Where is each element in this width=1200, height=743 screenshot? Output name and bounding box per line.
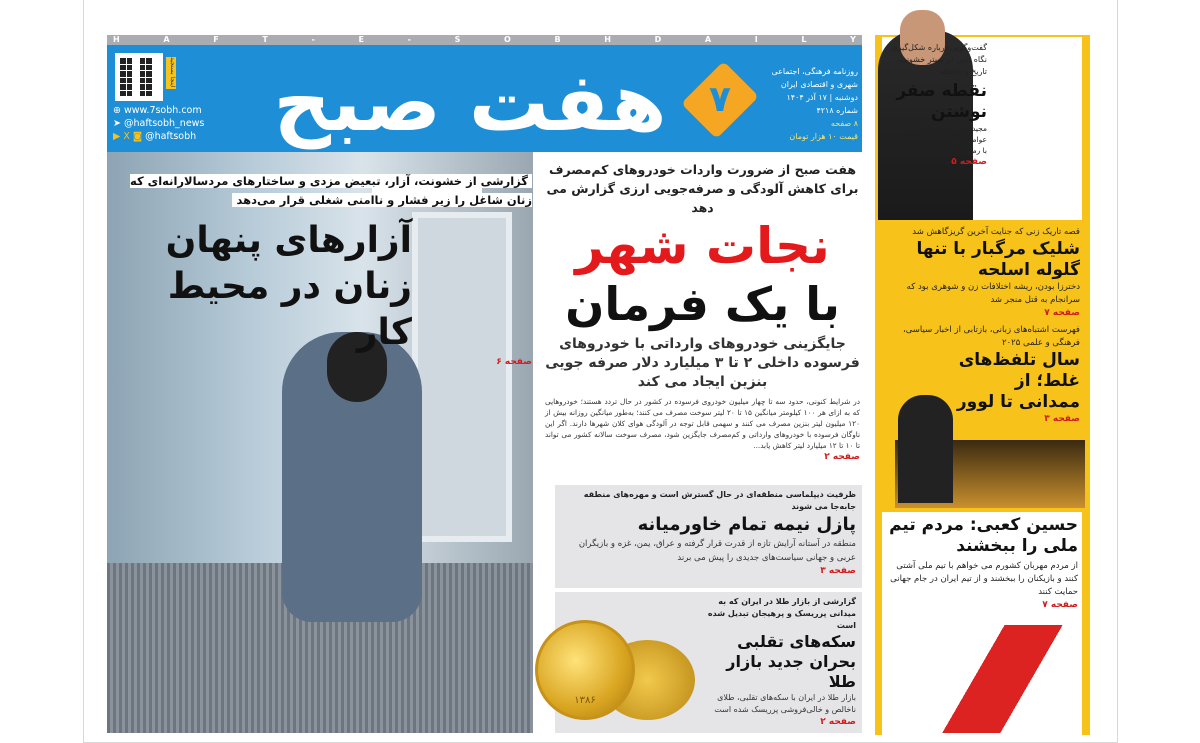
strip-letter: S xyxy=(454,35,461,44)
strip-letter: D xyxy=(654,35,662,44)
gold-kicker: گزارشی از بازار طلا در ایران که به میدانی پرریسک و پرهیجان تبدیل شده است xyxy=(707,597,856,630)
language-headline: سال تلفظ‌های غلط؛ از ممدانی تا لوور xyxy=(956,350,1080,412)
paper-type: روزنامه فرهنگی، اجتماعی xyxy=(771,67,858,76)
strip-letter: H xyxy=(113,35,120,44)
left-story-page: صفحه ۶ xyxy=(496,357,532,367)
strip-letter: B xyxy=(554,35,561,44)
puzzle-story[interactable] xyxy=(555,485,862,588)
social-handle[interactable]: @haftsobh xyxy=(145,131,197,142)
crime-headline: شلیک مرگبار با تنها گلوله اسلحه xyxy=(916,239,1080,280)
strip-letter: E xyxy=(358,35,364,44)
language-kicker: فهرست اشتباه‌های زبانی، بازتابی از اخبار سیاسی، فرهنگی و علمی ۲۰۲۵ xyxy=(902,325,1080,348)
issue-date: دوشنبه | ۱۷ آذر ۱۴۰۴ xyxy=(786,93,858,102)
main-headline-red[interactable]: نجات شهر xyxy=(575,217,830,275)
main-page: صفحه ۲ xyxy=(824,452,860,462)
coin-year: ۱۳۸۶ xyxy=(574,695,596,706)
strip-letter: F xyxy=(213,35,219,44)
paper-type-2: شهری و اقتصادی ایران xyxy=(780,80,858,89)
strip-letter: T xyxy=(262,35,268,44)
telegram-icon: ➤ xyxy=(113,118,124,129)
football-players-photo xyxy=(900,625,1070,733)
qr-tag: اینجا بسنجید xyxy=(166,57,176,89)
left-story[interactable] xyxy=(112,172,532,369)
logo-number: ۷ xyxy=(709,79,731,120)
crime-kicker: قصه تاریک زنی که جنایت آخرین گریزگاهش شد xyxy=(912,227,1080,237)
globe-icon: ⊕ xyxy=(113,105,124,116)
gold-page: صفحه ۲ xyxy=(820,717,856,727)
left-story-kicker: گزارشی از خشونت، آزار، تبعیض مزدی و ساختارهای مردسالارانه‌ای که زنان شاغل را زیر فشار و ناامنی شغلی قرار می‌دهد xyxy=(130,174,532,207)
interview-text: مجید قیصری سانسور را یکی از عوامل مهم افت ارتباط مخاطب با رمان ایرانی معرفی می کند xyxy=(888,124,987,155)
strip-letter: L xyxy=(801,35,807,44)
strip-letter: - xyxy=(311,35,315,44)
page-count: ۸ صفحه xyxy=(830,119,858,128)
right-stories xyxy=(882,42,1080,430)
main-story[interactable] xyxy=(545,160,860,464)
crime-page: صفحه ۷ xyxy=(1044,308,1080,318)
strip-letter: A xyxy=(704,35,712,44)
strip-letter: Y xyxy=(850,35,856,44)
strip-letter: I xyxy=(754,35,758,44)
main-body: در شرایط کنونی، حدود سه تا چهار میلیون خودروی فرسوده در کشور در حال تردد هستند؛ خودروهایی که به ازای هر ۱۰۰ کیلومتر میانگین ۱۵ تا ۲۰ لیتر سوخت مصرف می کنند؛ به‌طور میانگین روزانه بیش از ۱۲۰ میلیون لیتر بنزین مصرف می کنند و سهمی قابل توجه در آلودگی هوای کلان شهرها دارند. اگر این ناوگان فرسوده با خودروهای وارداتی و کم‌مصرف جایگزین شود، مصرف سوخت سالانه کشور می تواند تا ۱۰ تا ۱۲ میلیارد لیتر کاهش یابد... xyxy=(545,397,860,450)
website-link[interactable]: www.7sobh.com xyxy=(123,105,202,116)
issue-number: شماره ۴۲۱۸ xyxy=(816,106,858,115)
sport-headline: حسین کعبی: مردم تیم ملی را ببخشند xyxy=(889,515,1078,556)
left-story-headline[interactable]: آزارهای پنهان زنان در محیط کار xyxy=(165,220,412,353)
gold-headline: سکه‌های تقلبی بحران جدید بازار طلا xyxy=(726,632,856,691)
language-page: صفحه ۳ xyxy=(1044,414,1080,424)
gold-text: بازار طلا در ایران با سکه‌های تقلبی، طلای ناخالص و خالی‌فروشی پرریسک شده است xyxy=(714,693,856,714)
strip-letter: O xyxy=(503,35,511,44)
strip-letter: H xyxy=(604,35,611,44)
main-deck: جایگزینی خودروهای وارداتی با خودروهای فرسوده داخلی ۲ تا ۳ میلیارد دلار صرفه جویی بنزین ایجاد می کند xyxy=(545,336,860,390)
qr-code-icon[interactable] xyxy=(115,53,163,101)
gold-coin xyxy=(535,620,635,720)
language-story[interactable] xyxy=(882,324,1080,426)
crime-text: دخترزا بودن، ریشه اختلافات زن و شوهری بود که سرانجام به قتل منجر شد xyxy=(906,282,1080,305)
interview-page: صفحه ۵ xyxy=(951,157,987,167)
sport-page: صفحه ۷ xyxy=(1042,600,1078,610)
interview-kicker: گفت‌وگویی درباره شکل‌گیری نگاه ادبی در بستر خشونت، تاریخ و حافظه xyxy=(891,43,987,76)
puzzle-headline: پازل نیمه تمام خاورمیانه xyxy=(637,514,856,535)
main-supertitle: هفت صبح از ضرورت واردات خودروهای کم‌مصرف برای کاهش آلودگی و صرفه‌جویی ارزی گزارش می دهد xyxy=(546,162,859,215)
puzzle-text: منطقه در آستانه آرایش تازه از قدرت قرار گرفته و عراق، یمن، غزه و بازیگران عربی و جهانی سیاست‌های جدیدی را پیش می برند xyxy=(578,539,856,563)
crime-story[interactable] xyxy=(882,226,1080,320)
youtube-x-instagram-icons: ▶ X ◙ xyxy=(113,131,146,142)
main-headline-black[interactable]: با یک فرمان xyxy=(565,277,840,331)
puzzle-kicker: ظرفیت دیپلماسی منطقه‌ای در حال گسترش است و مهره‌های منطقه جابه‌جا می شوند xyxy=(583,490,856,511)
interview-story[interactable] xyxy=(882,42,987,222)
sport-story[interactable] xyxy=(888,515,1078,612)
price: قیمت ۱۰ هزار تومان xyxy=(789,132,858,141)
newspaper-logo: هفت صبح xyxy=(273,56,667,149)
interview-headline: نقطه صفر نوشتن xyxy=(896,81,987,122)
puzzle-page: صفحه ۳ xyxy=(820,566,856,576)
strip-letter: - xyxy=(407,35,411,44)
sport-text: از مردم مهربان کشورم می خواهم با تیم ملی آشتی کنند و بازیکنان را ببخشند و از تیم ایران در جام جهانی حمایت کنند xyxy=(890,561,1078,597)
social-links xyxy=(113,104,204,143)
strip-letter: A xyxy=(163,35,170,44)
issue-info xyxy=(760,65,858,143)
telegram-link[interactable]: @haftsobh_news xyxy=(123,118,205,129)
